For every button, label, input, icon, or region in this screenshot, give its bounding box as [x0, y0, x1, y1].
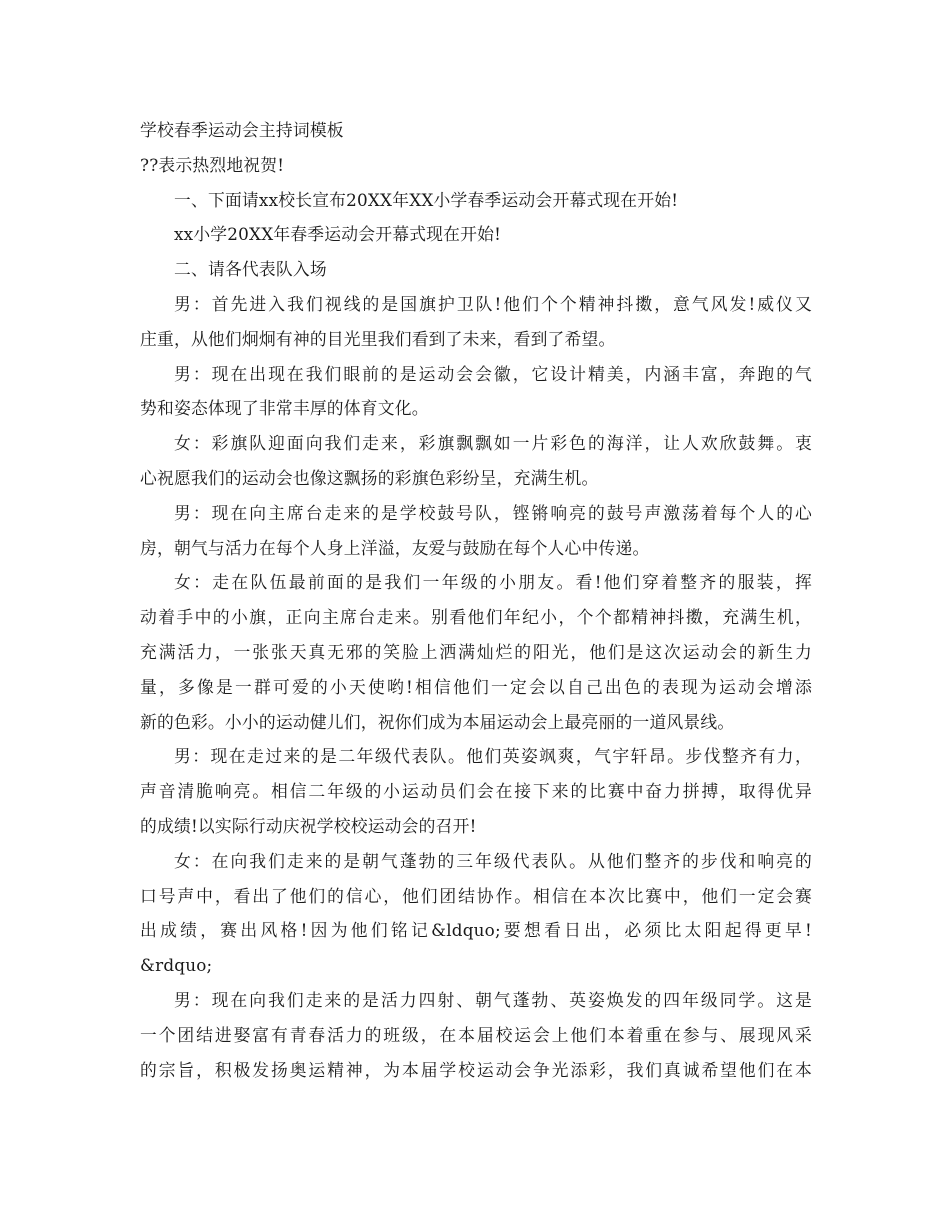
text-line: 男：首先进入我们视线的是国旗护卫队!他们个个精神抖擞，意气风发!威仪又 — [174, 293, 812, 314]
text-line: xx小学20XX年春季运动会开幕式现在开始! — [174, 224, 502, 245]
text-line: 女：走在队伍最前面的是我们一年级的小朋友。看!他们穿着整齐的服装，挥 — [174, 572, 812, 593]
text-line: 势和姿态体现了非常丰厚的体育文化。 — [140, 398, 429, 419]
text-line: 二、请各代表队入场 — [174, 259, 327, 280]
text-line: 充满活力，一张张天真无邪的笑脸上洒满灿烂的阳光，他们是这次运动会的新生力 — [140, 641, 812, 662]
text-line: 男：现在走过来的是二年级代表队。他们英姿飒爽，气宇轩昂。步伐整齐有力， — [174, 746, 812, 767]
text-line: &rdquo; — [140, 955, 213, 976]
text-line: 男：现在向我们走来的是活力四射、朝气蓬勃、英姿焕发的四年级同学。这是 — [174, 989, 812, 1010]
text-line: 量，多像是一群可爱的小天使哟!相信他们一定会以自己出色的表现为运动会增添 — [140, 676, 812, 697]
paragraph-list — [140, 148, 812, 1088]
document-body — [140, 113, 812, 1087]
text-line: 的宗旨，积极发扬奥运精神，为本届学校运动会争光添彩，我们真诚希望他们在本 — [140, 1059, 812, 1080]
text-line: 声音清脆响亮。相信二年级的小运动员们会在接下来的比赛中奋力拼搏，取得优异 — [140, 781, 812, 802]
text-line: 的成绩!以实际行动庆祝学校校运动会的召开! — [140, 815, 477, 836]
text-line: ??表示热烈地祝贺! — [140, 154, 285, 175]
text-line: 出成绩，赛出风格!因为他们铭记&ldquo;要想看日出，必须比太阳起得更早! — [140, 920, 812, 941]
text-line: 男：现在向主席台走来的是学校鼓号队，铿锵响亮的鼓号声激荡着每个人的心 — [174, 502, 812, 523]
text-line: 房，朝气与活力在每个人身上洋溢，友爱与鼓励在每个人心中传递。 — [140, 537, 650, 558]
text-line: 新的色彩。小小的运动健儿们，祝你们成为本届运动会上最亮丽的一道风景线。 — [140, 711, 735, 732]
text-line: 庄重，从他们炯炯有神的目光里我们看到了未来，看到了希望。 — [140, 328, 616, 349]
text-line: 一、下面请xx校长宣布20XX年XX小学春季运动会开幕式现在开始! — [174, 189, 679, 210]
document-title: 学校春季运动会主持词模板 — [140, 120, 344, 140]
text-line: 口号声中，看出了他们的信心，他们团结协作。相信在本次比赛中，他们一定会赛 — [140, 885, 812, 906]
text-line: 女：在向我们走来的是朝气蓬勃的三年级代表队。从他们整齐的步伐和响亮的 — [174, 850, 812, 871]
text-line: 心祝愿我们的运动会也像这飘扬的彩旗色彩纷呈，充满生机。 — [140, 467, 599, 488]
text-line: 动着手中的小旗，正向主席台走来。别看他们年纪小，个个都精神抖擞，充满生机， — [140, 607, 812, 628]
text-line: 女：彩旗队迎面向我们走来，彩旗飘飘如一片彩色的海洋，让人欢欣鼓舞。衷 — [174, 433, 812, 454]
text-line: 男：现在出现在我们眼前的是运动会会徽，它设计精美，内涵丰富，奔跑的气 — [174, 363, 812, 384]
text-line: 一个团结进娶富有青春活力的班级，在本届校运会上他们本着重在参与、展现风采 — [140, 1024, 812, 1045]
